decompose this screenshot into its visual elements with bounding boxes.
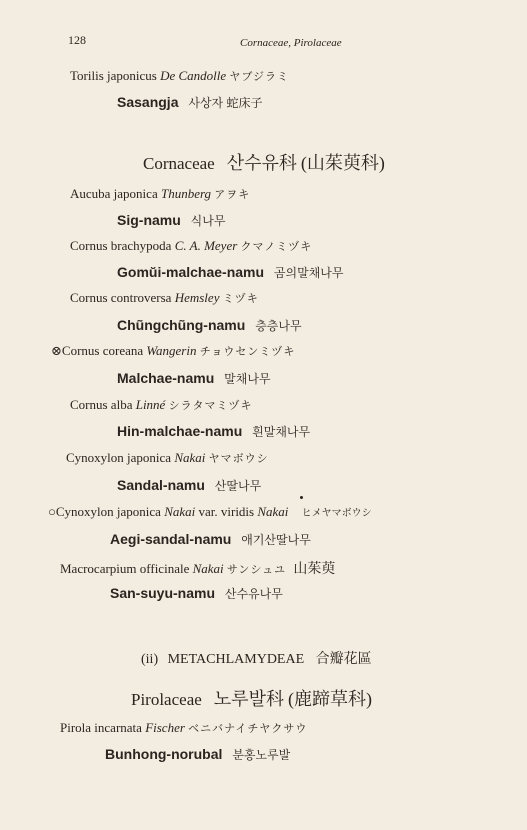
- common-name-line: [117, 212, 225, 229]
- romanized-name: Gomŭi-malchae-namu: [117, 264, 265, 280]
- species-line: [60, 720, 307, 736]
- scientific-name: Macrocarpium officinale: [60, 561, 190, 576]
- scientific-name: Cornus coreana: [61, 343, 144, 358]
- author-name: Thunberg: [160, 186, 212, 201]
- romanized-name: Chũngchũng-namu: [117, 317, 246, 333]
- map-marker-icon: ⊗: [51, 343, 62, 358]
- family-hangul-name: 산수유科: [226, 153, 297, 173]
- japanese-name: アヲキ: [214, 189, 251, 201]
- species-line: [48, 504, 372, 520]
- species-line: [70, 238, 312, 254]
- hanja-name: 山茱萸: [293, 562, 336, 577]
- common-name-line: [105, 746, 290, 763]
- author-name: Hemsley: [174, 290, 220, 305]
- hangul-name: 층층나무: [255, 319, 302, 333]
- common-name-line: [117, 94, 263, 111]
- variety-name: var. viridis: [198, 504, 255, 519]
- print-speck: [300, 496, 303, 499]
- scientific-name: Cynoxylon japonica: [55, 504, 161, 519]
- hangul-name: 분홍노루발: [232, 748, 291, 762]
- common-name-line: [117, 423, 310, 440]
- japanese-name: ヤブジラミ: [229, 71, 289, 83]
- species-line: [70, 186, 250, 202]
- author-name: Linné: [135, 397, 166, 412]
- hangul-name: 애기산딸나무: [241, 533, 311, 547]
- section-hanja: 合瓣花區: [315, 652, 372, 667]
- hangul-name: 산딸나무: [214, 479, 262, 493]
- romanized-name: Sandal-namu: [117, 477, 205, 493]
- japanese-name: シラタマミヅキ: [168, 400, 253, 412]
- section-heading: [141, 648, 372, 668]
- common-name-line: [117, 477, 261, 494]
- hangul-name: 식나무: [190, 214, 226, 228]
- map-marker-icon: ○: [48, 504, 56, 519]
- romanized-name: Sasangja: [117, 94, 179, 110]
- common-name-line: [110, 585, 283, 602]
- family-roman-name: Cornaceae: [143, 154, 215, 173]
- japanese-name: チョウセンミヅキ: [199, 346, 296, 358]
- family-hangul-name: 노루발科: [213, 689, 284, 709]
- species-line: [51, 343, 295, 359]
- author-name: C. A. Meyer: [174, 238, 238, 253]
- family-heading: [143, 149, 385, 175]
- section-name: METACHLAMYDEAE: [167, 652, 305, 667]
- japanese-name: ヤマボウシ: [208, 453, 269, 465]
- hangul-name: 사상자 蛇床子: [188, 96, 263, 110]
- hangul-name: 곰의말채나무: [273, 266, 344, 280]
- author-name: Fischer: [145, 720, 185, 735]
- author-name: Nakai: [192, 561, 224, 576]
- romanized-name: Bunhong-norubal: [105, 746, 223, 762]
- scientific-name: Cornus controversa: [70, 290, 172, 305]
- romanized-name: San-suyu-namu: [110, 585, 216, 601]
- romanized-name: Hin-malchae-namu: [117, 423, 243, 439]
- romanized-name: Malchae-namu: [117, 370, 215, 386]
- japanese-name: ミヅキ: [222, 293, 259, 305]
- japanese-name: ヒメヤマボウシ: [301, 508, 372, 519]
- page-number: 128: [68, 33, 86, 47]
- species-line: [70, 290, 259, 306]
- scientific-name: Cornus brachypoda: [70, 238, 172, 253]
- author-name: Nakai: [164, 504, 196, 519]
- romanized-name: Aegi-sandal-namu: [110, 531, 232, 547]
- romanized-name: Sig-namu: [117, 212, 181, 228]
- running-head: Cornaceae, Pirolaceae: [240, 37, 342, 49]
- scientific-name: Aucuba japonica: [70, 186, 158, 201]
- common-name-line: [117, 264, 343, 281]
- japanese-name: サンシュユ: [226, 564, 287, 576]
- author-name: Wangerin: [146, 343, 197, 358]
- section-label: (ii): [141, 652, 159, 667]
- scientific-name: Cynoxylon japonica: [66, 450, 172, 465]
- japanese-name: ベニバナイチヤクサウ: [188, 723, 308, 735]
- japanese-name: クマノミヅキ: [240, 241, 313, 253]
- variety-author-name: Nakai: [257, 504, 289, 519]
- hangul-name: 흰말채나무: [252, 425, 311, 439]
- species-line: [66, 450, 269, 466]
- scientific-name: Torilis japonicus: [70, 68, 157, 83]
- hangul-name: 말채나무: [224, 372, 271, 386]
- hangul-name: 산수유나무: [224, 587, 283, 601]
- author-name: De Candolle: [160, 68, 227, 83]
- family-hanja-name: (山茱萸科): [300, 153, 385, 173]
- common-name-line: [110, 531, 311, 548]
- species-line: [70, 68, 289, 84]
- family-heading: [131, 685, 372, 711]
- family-roman-name: Pirolaceae: [131, 690, 202, 709]
- author-name: Nakai: [174, 450, 206, 465]
- scientific-name: Pirola incarnata: [60, 720, 142, 735]
- species-line: [70, 397, 252, 413]
- species-line: [60, 558, 335, 578]
- common-name-line: [117, 317, 302, 334]
- family-hanja-name: (鹿蹄草科): [287, 689, 372, 709]
- scientific-name: Cornus alba: [70, 397, 133, 412]
- common-name-line: [117, 370, 271, 387]
